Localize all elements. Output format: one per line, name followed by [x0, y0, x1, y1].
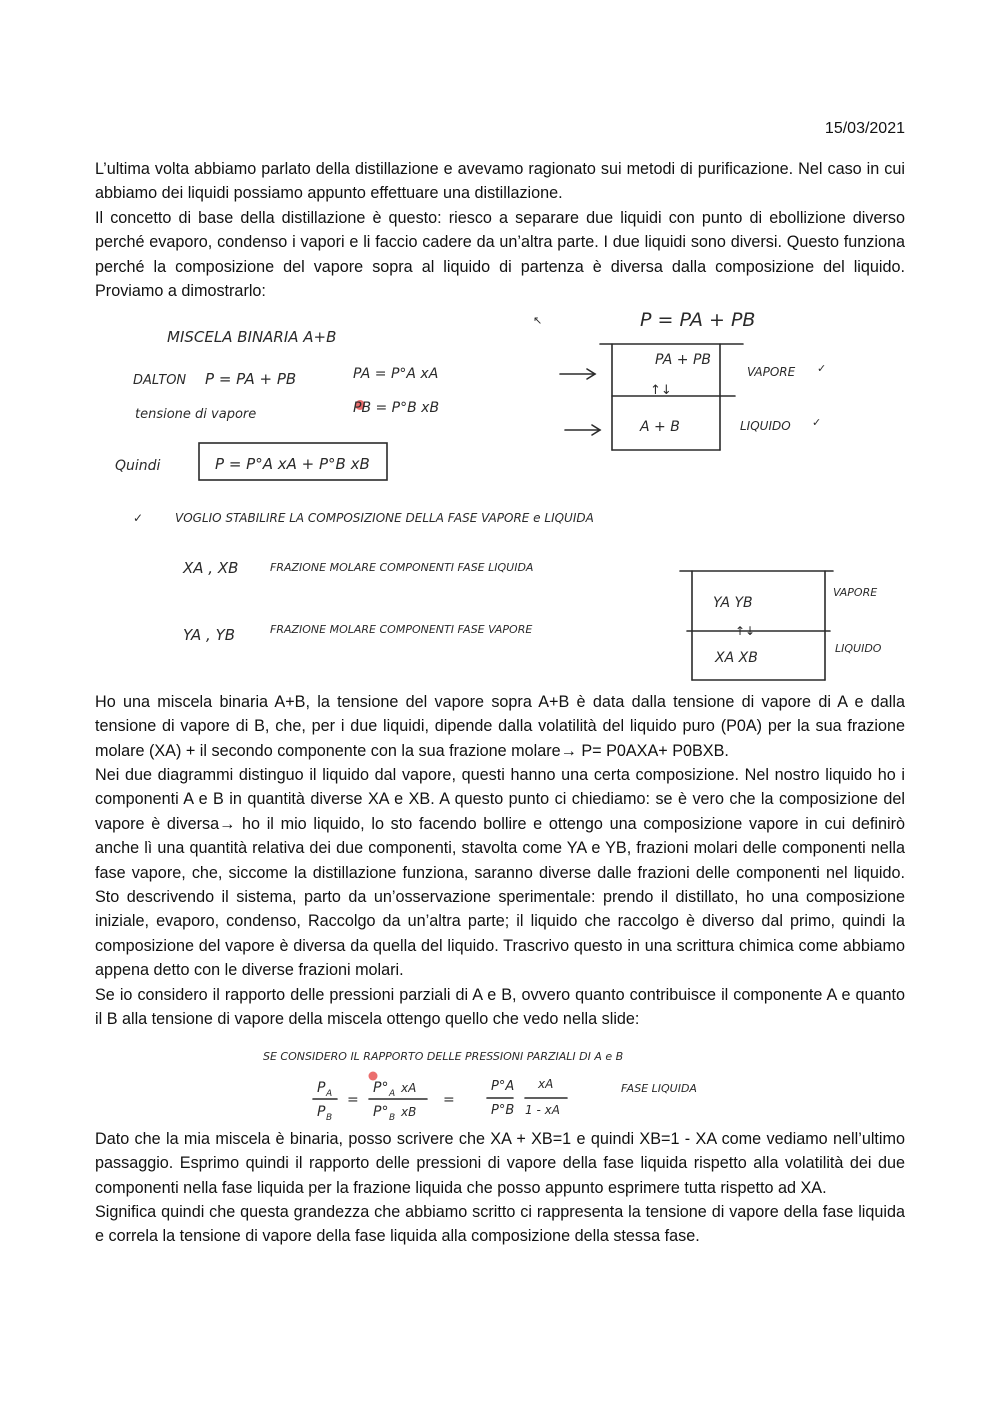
den1-x: xB: [401, 1105, 417, 1119]
box-bottom-label: A + B: [640, 419, 680, 435]
num3-x: xA: [538, 1077, 554, 1091]
num1-p: P°: [373, 1080, 389, 1096]
ratio-pa: P: [317, 1080, 326, 1096]
paragraph-binary-mixture: Ho una miscela binaria A+B, la tensione del vapore sopra A+B è data dalla tensione di vapore di A e dalla tensione di vapore di B, che, per i due liquidi, dipende dalla volatilità del liquido puro (P0A) per la sua frazione molare (XA) + il secondo componente con la sua frazione molare→ P= P0AXA+ P0BXB.: [95, 693, 905, 760]
pb-equation: PB = P°B xB: [353, 400, 440, 416]
ya-yb-label: YA , YB: [183, 626, 236, 644]
dalton-label: DALTON: [133, 373, 187, 388]
check-icon-3: ✓: [133, 511, 144, 525]
frazione-liquida-text: FRAZIONE MOLARE COMPONENTI FASE LIQUIDA: [270, 561, 534, 574]
boxed-equation: P = P°A xA + P°B xB: [215, 455, 370, 473]
box2-top-label: YA YB: [713, 595, 753, 611]
xa-xb-label: XA , XB: [183, 559, 239, 577]
paragraph-diagrams: Nei due diagrammi distinguo il liquido dal vapore, questi hanno una certa composizione. Nel nostro liquido ho i componenti A e B in quantità diverse XA e XB. A questo punto ci chiediamo: se è vero che la composizione del vapore è diversa→ ho il mio liquido, lo sto facendo bollire e ottengo una composizione vapore in cui definirò anche lì una quantità relativa dei due componenti, stavolta come YA e YB, frazioni molari delle componenti nella fase vapore, che, siccome la distillazione funziona, saranno diverse dalle frazioni delle componenti nel liquido. Sto descrivendo il sistema, parto da un’osservazione sperimentale: prendo il distillato, ho una composizione iniziale, evaporo, condenso, Raccolgo da un’altra parte; il liquido che raccolgo è diverso dal primo, quindi la composizione del vapore è diversa da quella del liquido. Trascrivo questo in una scrittura chimica come abbiamo appena detto con le diverse frazioni molari.: [95, 766, 905, 980]
ratio-pb-sub: B: [326, 1113, 333, 1123]
check-icon-2: ✓: [812, 416, 822, 429]
den3-x: 1 - xA: [525, 1103, 560, 1117]
liquido-label: LIQUIDO: [740, 419, 791, 433]
check-icon-1: ✓: [817, 362, 827, 375]
equals-1: =: [347, 1092, 359, 1108]
pointer-icon: ↖: [533, 314, 543, 327]
slide-title: MISCELA BINARIA A+B: [167, 328, 337, 346]
voglio-statement: VOGLIO STABILIRE LA COMPOSIZIONE DELLA FASE VAPORE e LIQUIDA: [175, 511, 594, 525]
document-date: 15/03/2021: [824, 120, 905, 137]
vapore-label: VAPORE: [747, 365, 796, 379]
top-equation: P = PA + PB: [640, 309, 756, 331]
slide2-header: SE CONSIDERO IL RAPPORTO DELLE PRESSIONI PARZIALI DI A e B: [263, 1050, 624, 1063]
paragraph-intro: L’ultima volta abbiamo parlato della distillazione e avevamo ragionato sui metodi di purificazione. Nel caso in cui abbiamo dei liquidi possiamo appunto effettuare una distillazione.: [95, 160, 905, 203]
paragraph-partial-pressures: Se io considero il rapporto delle pressioni parziali di A e B, ovvero quanto contribuisce il componente A e quanto il B alla tensione di vapore della miscela ottengo quello che vedo nella slide:: [95, 986, 905, 1029]
tensione-label: tensione di vapore: [135, 407, 257, 422]
ratio-pb: P: [317, 1104, 326, 1120]
box2-bottom-label: XA XB: [715, 650, 758, 666]
liquido2-label: LIQUIDO: [835, 642, 882, 655]
ratio-pa-sub: A: [326, 1089, 333, 1099]
box-top-label: PA + PB: [655, 352, 711, 368]
fase-liquida-label: FASE LIQUIDA: [621, 1082, 697, 1095]
paragraph-binary-sum: Dato che la mia miscela è binaria, posso scrivere che XA + XB=1 e quindi XB=1 - XA come vediamo nell’ultimo passaggio. Esprimo quindi il rapporto delle pressioni di vapore della fase liquida rispetto alla volatilità dei due componenti nella fase liquida per la frazione liquida che posso appunto esprimere tutta rispetto ad XA.: [95, 1130, 905, 1197]
frazione-vapore-text: FRAZIONE MOLARE COMPONENTI FASE VAPORE: [270, 623, 533, 636]
pa-equation: PA = P°A xA: [353, 366, 439, 382]
dalton-equation: P = PA + PB: [205, 370, 297, 388]
exchange-arrows-icon-2: ↑↓: [735, 624, 756, 638]
num1-a: A: [389, 1089, 396, 1099]
vapore2-label: VAPORE: [833, 586, 878, 599]
paragraph-conclusion: Significa quindi che questa grandezza che abbiamo scritto ci rappresenta la tensione di vapore della fase liquida e correla la tensione di vapore della fase liquida alla composizione della stessa fase.: [95, 1203, 905, 1246]
paragraph-concept: Il concetto di base della distillazione è questo: riesco a separare due liquidi con punto di ebollizione diverso perché evaporo, condenso i vapori e li faccio cadere da un’altra parte. I due liquidi sono diversi. Questo funziona perché la composizione del vapore sopra al liquido di partenza è diversa dalla composizione del liquido. Proviamo a dimostrarlo:: [95, 209, 905, 301]
num1-x: xA: [401, 1081, 417, 1095]
quindi-label: Quindi: [115, 458, 161, 474]
den2-p: P°B: [491, 1103, 515, 1118]
den1-b: B: [389, 1113, 396, 1123]
den1-p: P°: [373, 1104, 389, 1120]
exchange-arrows-icon: ↑↓: [650, 383, 672, 398]
slide-partial-pressure-ratio: [255, 1036, 765, 1124]
equals-2: =: [443, 1092, 455, 1108]
num2-p: P°A: [491, 1079, 515, 1094]
slide-binary-mixture: [95, 300, 905, 685]
